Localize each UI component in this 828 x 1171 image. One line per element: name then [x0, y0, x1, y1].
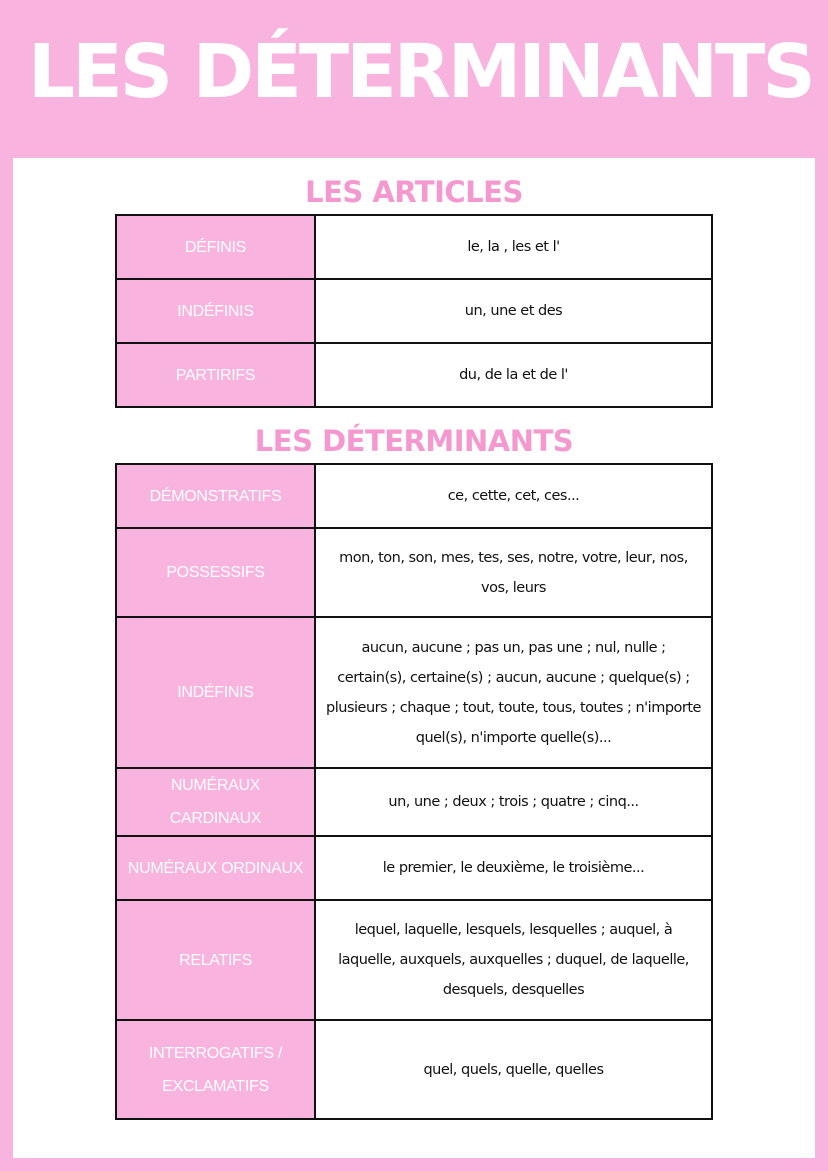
row-value: du, de la et de l' — [315, 343, 712, 407]
row-value: le premier, le deuxième, le troisième... — [315, 836, 712, 900]
row-label: INDÉFINIS — [116, 279, 315, 343]
row-label: NUMÉRAUX CARDINAUX — [116, 768, 315, 836]
row-value: ce, cette, cet, ces... — [315, 464, 712, 528]
row-value: un, une ; deux ; trois ; quatre ; cinq... — [315, 768, 712, 836]
row-value: le, la , les et l' — [315, 215, 712, 279]
table-row — [116, 464, 712, 528]
row-label: DÉMONSTRATIFS — [116, 464, 315, 528]
determinants-table — [115, 463, 713, 1120]
table-row — [116, 1020, 712, 1119]
row-value: aucun, aucune ; pas un, pas une ; nul, nulle ; certain(s), certaine(s) ; aucun, aucune ; quelque(s) ; plusieurs ; chaque ; tout, toute, tous, toutes ; n'importe quel(s), n'importe quelle(s)... — [315, 617, 712, 768]
section-title-articles: LES ARTICLES — [305, 175, 523, 209]
section-title-determinants: LES DÉTERMINANTS — [254, 424, 574, 458]
row-value: lequel, laquelle, lesquels, lesquelles ; auquel, à laquelle, auxquels, auxquelles ; duquel, de laquelle, desquels, desquelles — [315, 900, 712, 1020]
articles-table — [115, 214, 713, 408]
row-label: NUMÉRAUX ORDINAUX — [116, 836, 315, 900]
table-row — [116, 900, 712, 1020]
row-label: INDÉFINIS — [116, 617, 315, 768]
page-title: LES DÉTERMINANTS — [28, 29, 813, 115]
row-label: RELATIFS — [116, 900, 315, 1020]
table-row — [116, 215, 712, 279]
table-row — [116, 836, 712, 900]
table-row — [116, 528, 712, 617]
table-row — [116, 343, 712, 407]
row-value: mon, ton, son, mes, tes, ses, notre, votre, leur, nos, vos, leurs — [315, 528, 712, 617]
row-label: POSSESSIFS — [116, 528, 315, 617]
table-row — [116, 279, 712, 343]
row-label: INTERROGATIFS / EXCLAMATIFS — [116, 1020, 315, 1119]
table-row — [116, 768, 712, 836]
row-value: quel, quels, quelle, quelles — [315, 1020, 712, 1119]
row-label: DÉFINIS — [116, 215, 315, 279]
row-label: PARTIRIFS — [116, 343, 315, 407]
table-row — [116, 617, 712, 768]
row-value: un, une et des — [315, 279, 712, 343]
